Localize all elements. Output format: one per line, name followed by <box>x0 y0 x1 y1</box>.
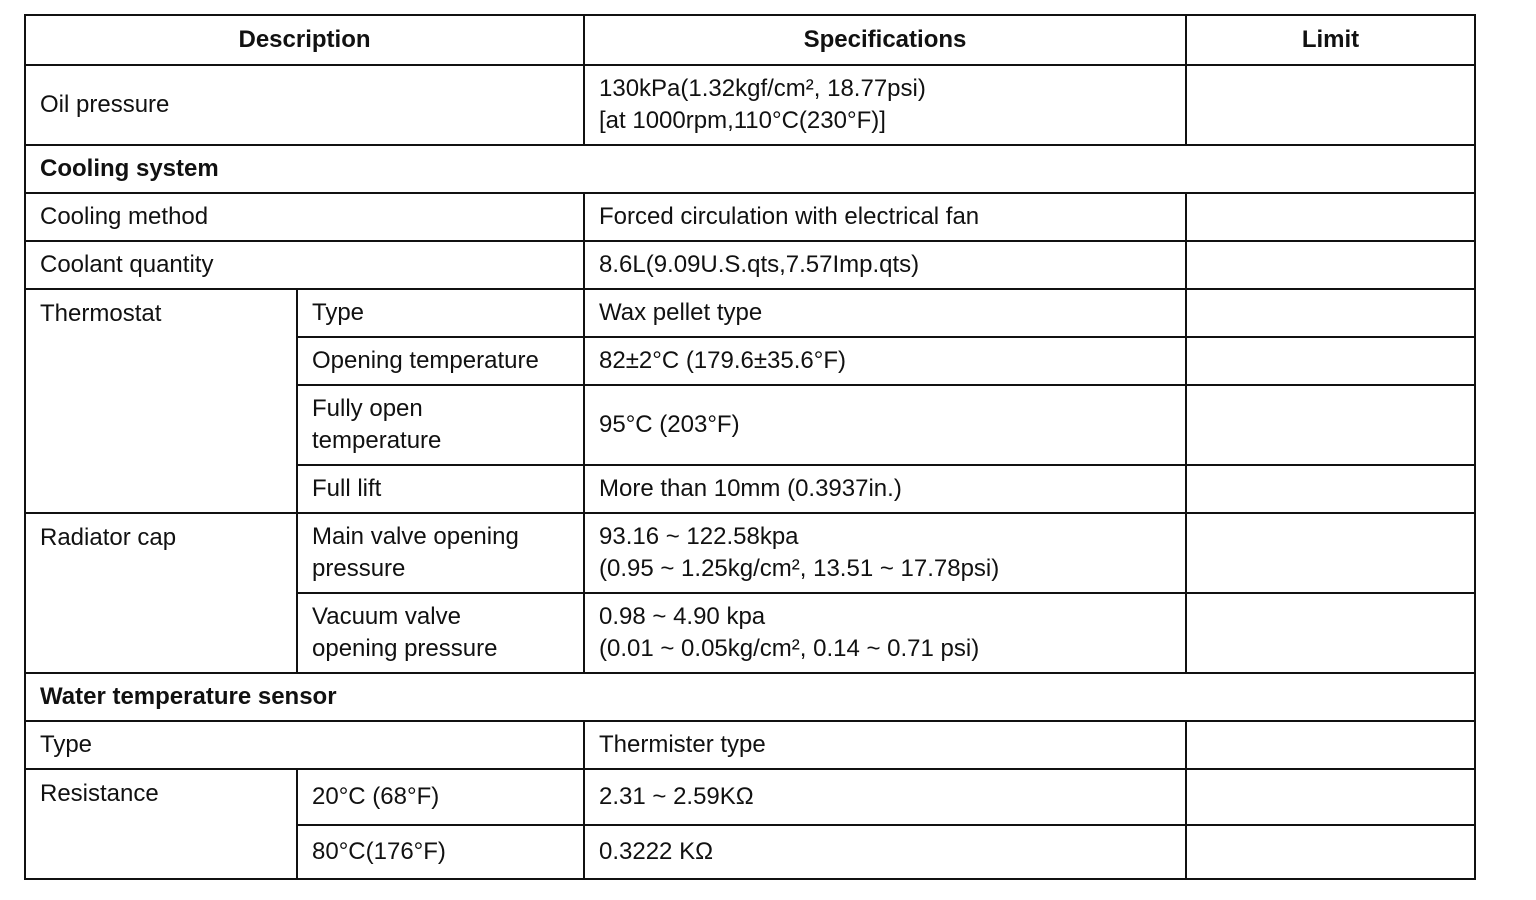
header-limit: Limit <box>1186 15 1475 65</box>
thermostat-full-lift-limit <box>1186 465 1475 513</box>
main-valve-label-line2: pressure <box>312 555 406 582</box>
cooling-method-label: Cooling method <box>25 193 584 241</box>
vacuum-valve-spec-line1: 0.98 ~ 4.90 kpa <box>599 603 766 630</box>
oil-pressure-label: Oil pressure <box>25 65 584 145</box>
row-thermostat-type <box>25 289 1475 337</box>
thermostat-fully-open-limit <box>1186 385 1475 465</box>
radiator-cap-label: Radiator cap <box>25 513 297 673</box>
radiator-vacuum-valve-limit <box>1186 593 1475 673</box>
cooling-method-limit <box>1186 193 1475 241</box>
thermostat-fully-open-spec: 95°C (203°F) <box>584 385 1186 465</box>
resistance-20c-spec: 2.31 ~ 2.59KΩ <box>584 769 1186 825</box>
radiator-vacuum-valve-label <box>297 593 584 673</box>
main-valve-spec-line2: (0.95 ~ 1.25kg/cm², 13.51 ~ 17.78psi) <box>599 555 1000 582</box>
resistance-80c-label: 80°C(176°F) <box>297 825 584 879</box>
resistance-20c-label: 20°C (68°F) <box>297 769 584 825</box>
thermostat-opening-temp-limit <box>1186 337 1475 385</box>
fully-open-label-line1: Fully open <box>312 395 423 422</box>
header-specifications: Specifications <box>584 15 1186 65</box>
coolant-quantity-spec: 8.6L(9.09U.S.qts,7.57Imp.qts) <box>584 241 1186 289</box>
row-cooling-method <box>25 193 1475 241</box>
main-valve-spec-line1: 93.16 ~ 122.58kpa <box>599 523 799 550</box>
thermostat-type-label: Type <box>297 289 584 337</box>
sensor-type-spec: Thermister type <box>584 721 1186 769</box>
thermostat-full-lift-label: Full lift <box>297 465 584 513</box>
radiator-main-valve-limit <box>1186 513 1475 593</box>
oil-pressure-spec-line2: [at 1000rpm,110°C(230°F)] <box>599 107 886 134</box>
row-cooling-system-section <box>25 145 1475 193</box>
coolant-quantity-limit <box>1186 241 1475 289</box>
radiator-vacuum-valve-spec <box>584 593 1186 673</box>
thermostat-label: Thermostat <box>25 289 297 513</box>
vacuum-valve-spec-line2: (0.01 ~ 0.05kg/cm², 0.14 ~ 0.71 psi) <box>599 635 980 662</box>
sensor-type-limit <box>1186 721 1475 769</box>
thermostat-full-lift-spec: More than 10mm (0.3937in.) <box>584 465 1186 513</box>
thermostat-opening-temp-label: Opening temperature <box>297 337 584 385</box>
resistance-80c-limit <box>1186 825 1475 879</box>
oil-pressure-limit <box>1186 65 1475 145</box>
main-valve-label-line1: Main valve opening <box>312 523 519 550</box>
specifications-table <box>24 14 1476 880</box>
water-temp-sensor-section-title: Water temperature sensor <box>25 673 1475 721</box>
fully-open-label-line2: temperature <box>312 427 442 454</box>
row-resistance-20c <box>25 769 1475 825</box>
thermostat-opening-temp-spec: 82±2°C (179.6±35.6°F) <box>584 337 1186 385</box>
resistance-80c-spec: 0.3222 KΩ <box>584 825 1186 879</box>
vacuum-valve-label-line2: opening pressure <box>312 635 498 662</box>
cooling-system-section-title: Cooling system <box>25 145 1475 193</box>
row-sensor-type <box>25 721 1475 769</box>
resistance-20c-limit <box>1186 769 1475 825</box>
row-oil-pressure <box>25 65 1475 145</box>
radiator-main-valve-label <box>297 513 584 593</box>
vacuum-valve-label-line1: Vacuum valve <box>312 603 461 630</box>
thermostat-type-spec: Wax pellet type <box>584 289 1186 337</box>
cooling-method-spec: Forced circulation with electrical fan <box>584 193 1186 241</box>
radiator-main-valve-spec <box>584 513 1186 593</box>
thermostat-fully-open-label <box>297 385 584 465</box>
resistance-label: Resistance <box>25 769 297 879</box>
header-row <box>25 15 1475 65</box>
sensor-type-label: Type <box>25 721 584 769</box>
oil-pressure-spec <box>584 65 1186 145</box>
thermostat-type-limit <box>1186 289 1475 337</box>
header-description: Description <box>25 15 584 65</box>
row-water-temp-sensor-section <box>25 673 1475 721</box>
oil-pressure-spec-line1: 130kPa(1.32kgf/cm², 18.77psi) <box>599 75 926 102</box>
row-coolant-quantity <box>25 241 1475 289</box>
coolant-quantity-label: Coolant quantity <box>25 241 584 289</box>
row-radiator-main-valve <box>25 513 1475 593</box>
